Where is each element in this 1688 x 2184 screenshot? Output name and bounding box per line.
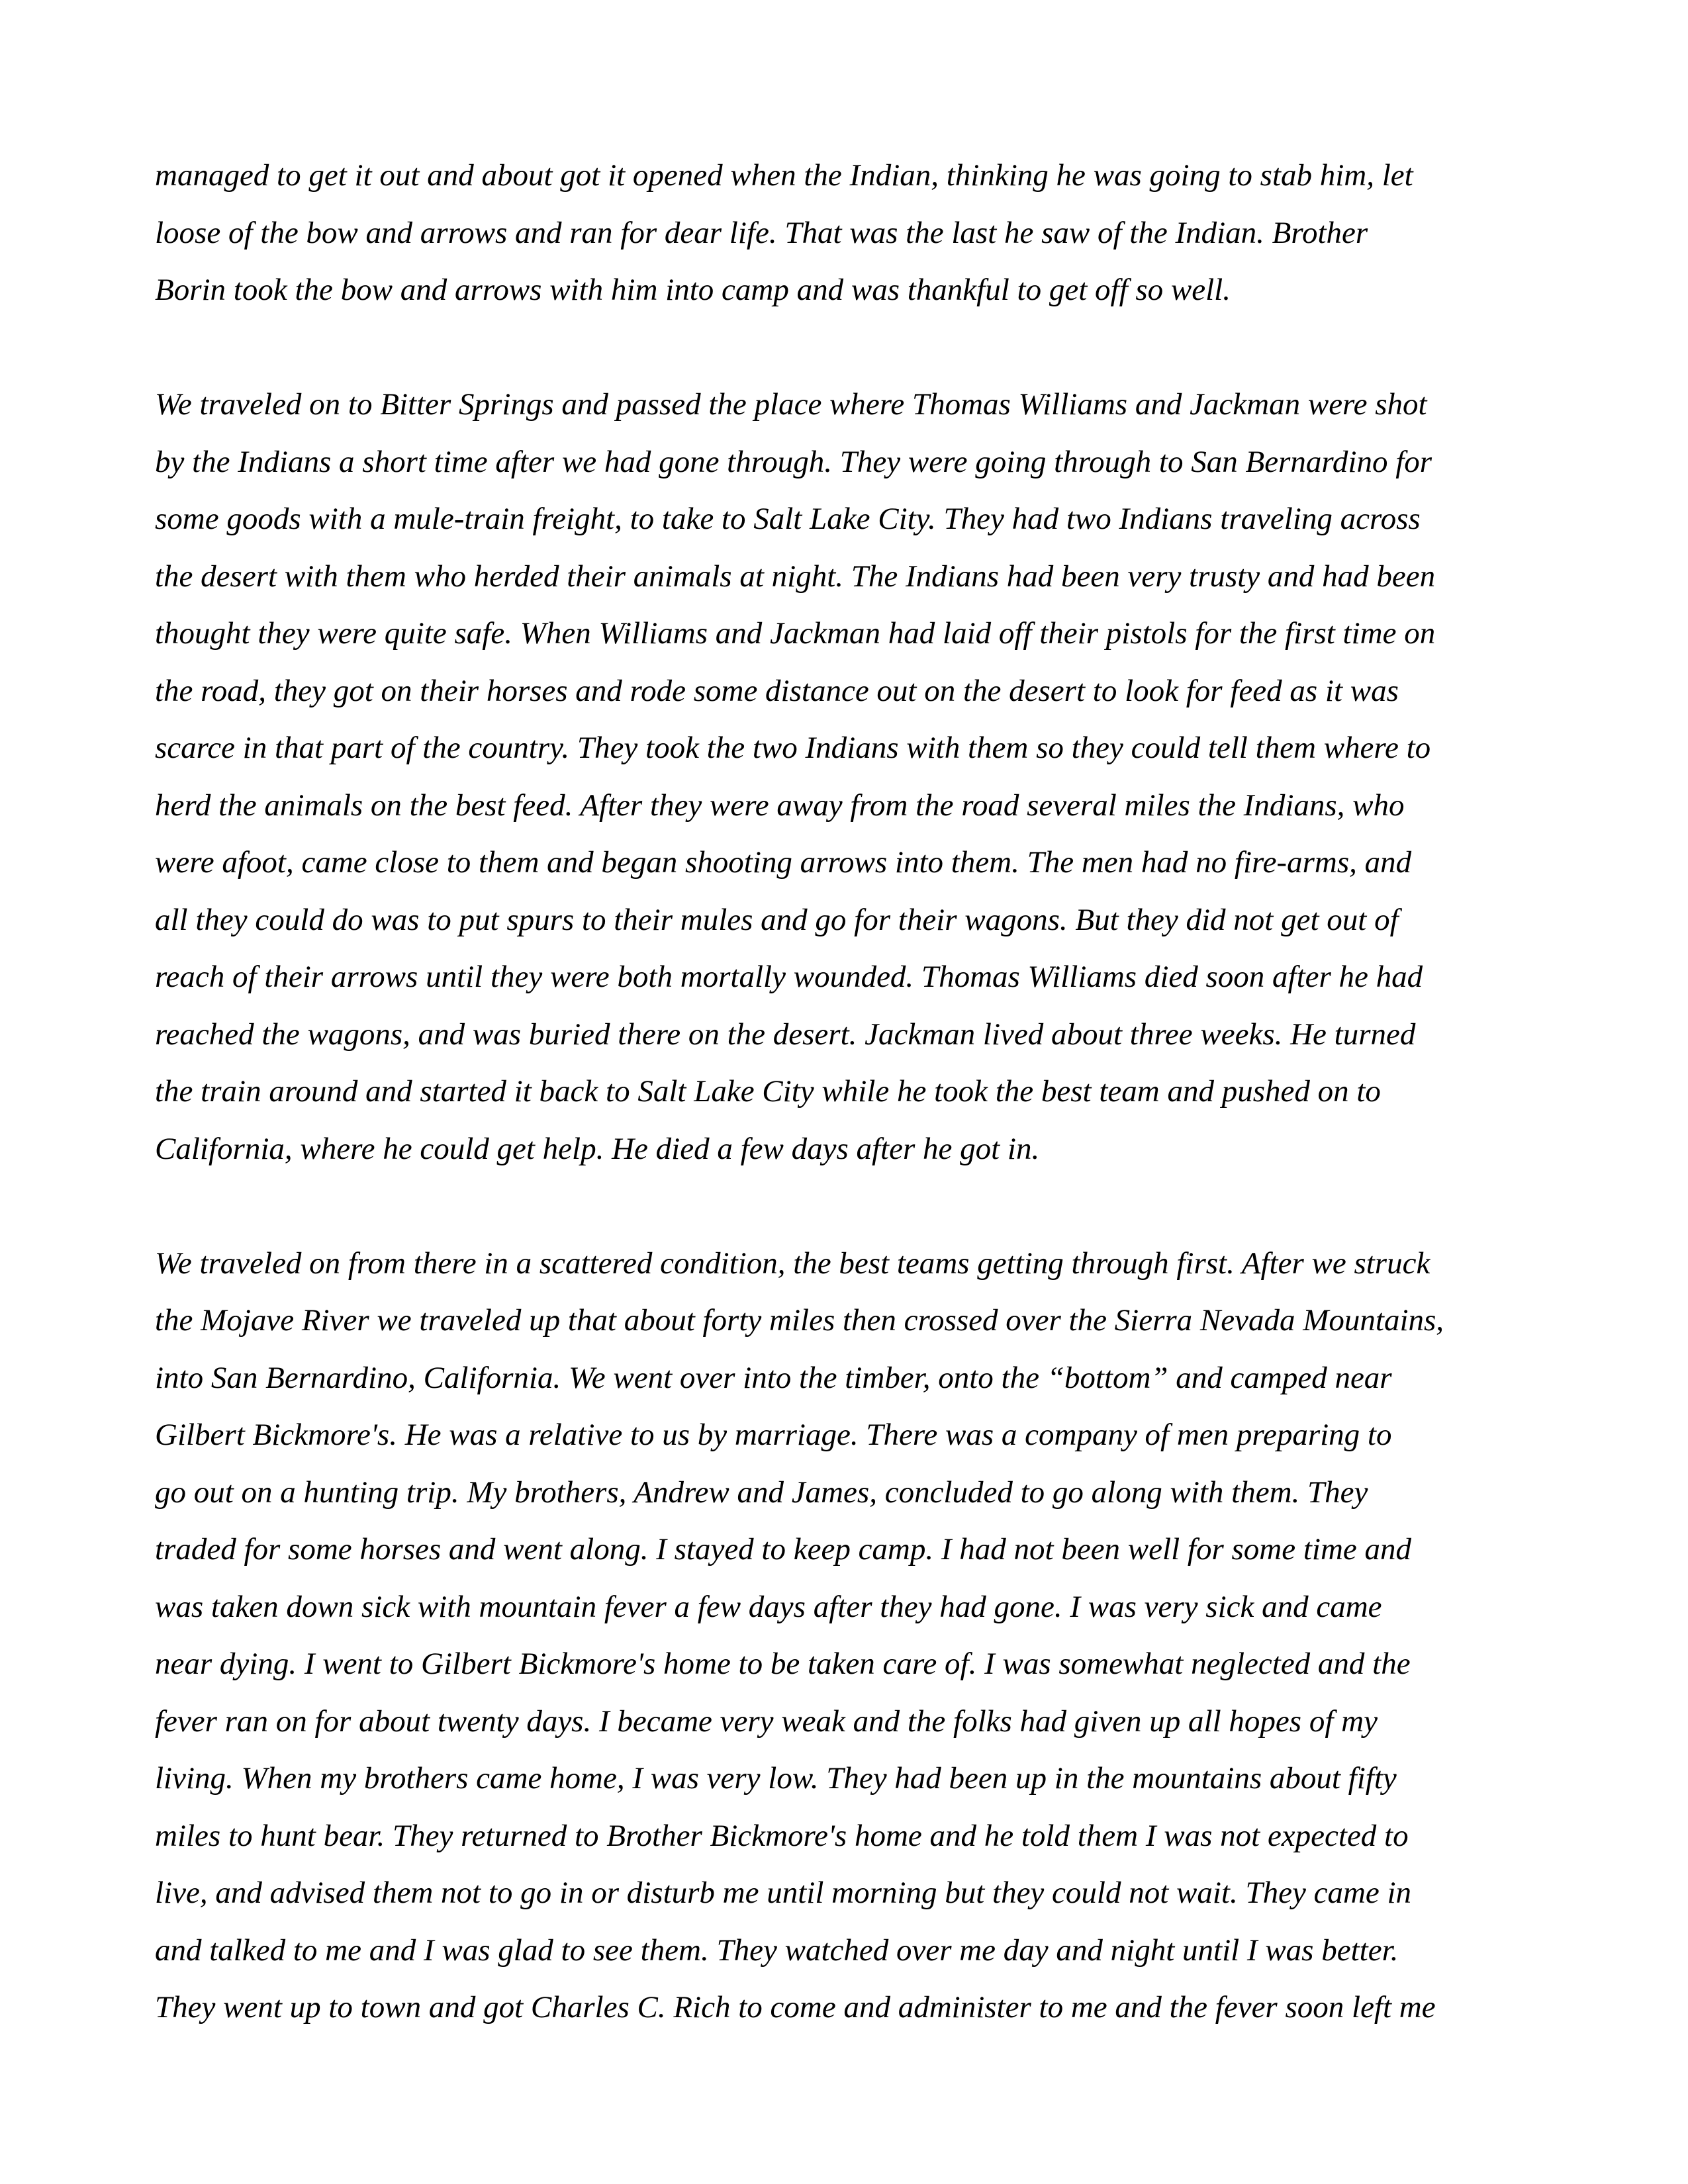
- text-line: scarce in that part of the country. They took the two Indians with them so they could tell them where to: [155, 731, 1431, 765]
- text-line: the road, they got on their horses and rode some distance out on the desert to look for feed as it was: [155, 673, 1399, 708]
- text-line: traded for some horses and went along. I stayed to keep camp. I had not been well for some time and: [155, 1532, 1411, 1567]
- text-line: all they could do was to put spurs to their mules and go for their wagons. But they did not get out of: [155, 902, 1399, 937]
- text-line: reach of their arrows until they were both mortally wounded. Thomas Williams died soon after he had: [155, 960, 1423, 994]
- text-line: near dying. I went to Gilbert Bickmore's home to be taken care of. I was somewhat neglected and the: [155, 1647, 1411, 1681]
- paragraph-bitter-springs: [155, 376, 1545, 1177]
- text-line: herd the animals on the best feed. After they were away from the road several miles the Indians, who: [155, 788, 1405, 823]
- text-line: some goods with a mule-train freight, to take to Salt Lake City. They had two Indians traveling across: [155, 502, 1421, 536]
- text-line: live, and advised them not to go in or disturb me until morning but they could not wait. They came in: [155, 1876, 1412, 1910]
- text-line: was taken down sick with mountain fever a few days after they had gone. I was very sick and came: [155, 1589, 1382, 1624]
- text-line: living. When my brothers came home, I was very low. They had been up in the mountains about fifty: [155, 1761, 1397, 1796]
- text-line: California, where he could get help. He died a few days after he got in.: [155, 1131, 1040, 1166]
- text-line: by the Indians a short time after we had gone through. They were going through to San Bernardino for: [155, 444, 1432, 479]
- text-line: They went up to town and got Charles C. Rich to come and administer to me and the fever soon left me: [155, 1990, 1436, 2025]
- text-line: We traveled on from there in a scattered condition, the best teams getting through first. After we struck: [155, 1246, 1430, 1281]
- text-line: thought they were quite safe. When Williams and Jackman had laid off their pistols for the first time on: [155, 616, 1436, 651]
- paragraph-san-bernardino: [155, 1235, 1545, 2036]
- text-line: into San Bernardino, California. We went over into the timber, onto the “bottom” and camped near: [155, 1360, 1392, 1395]
- text-line: loose of the bow and arrows and ran for dear life. That was the last he saw of the Indian. Brother: [155, 215, 1368, 250]
- text-line: and talked to me and I was glad to see them. They watched over me day and night until I was better.: [155, 1933, 1399, 1968]
- text-line: reached the wagons, and was buried there on the desert. Jackman lived about three weeks. He turned: [155, 1017, 1416, 1052]
- text-line: the desert with them who herded their animals at night. The Indians had been very trusty and had been: [155, 559, 1436, 594]
- paragraph-spacer: [155, 319, 1545, 377]
- paragraph-indian-escape: [155, 147, 1545, 319]
- paragraph-spacer: [155, 1177, 1545, 1235]
- text-line: were afoot, came close to them and began shooting arrows into them. The men had no fire-arms, and: [155, 845, 1412, 880]
- text-line: the train around and started it back to Salt Lake City while he took the best team and pushed on to: [155, 1074, 1381, 1109]
- text-line: We traveled on to Bitter Springs and passed the place where Thomas Williams and Jackman were shot: [155, 387, 1427, 422]
- text-line: Gilbert Bickmore's. He was a relative to us by marriage. There was a company of men preparing to: [155, 1418, 1392, 1452]
- text-line: managed to get it out and about got it opened when the Indian, thinking he was going to stab him, let: [155, 158, 1413, 193]
- text-line: fever ran on for about twenty days. I became very weak and the folks had given up all hopes of my: [155, 1704, 1378, 1739]
- text-line: the Mojave River we traveled up that about forty miles then crossed over the Sierra Nevada Mountains,: [155, 1303, 1444, 1338]
- text-line: Borin took the bow and arrows with him into camp and was thankful to get off so well.: [155, 273, 1231, 307]
- text-line: go out on a hunting trip. My brothers, Andrew and James, concluded to go along with them. They: [155, 1475, 1368, 1510]
- text-line: miles to hunt bear. They returned to Brother Bickmore's home and he told them I was not expected to: [155, 1818, 1409, 1853]
- document-body: [155, 147, 1545, 2036]
